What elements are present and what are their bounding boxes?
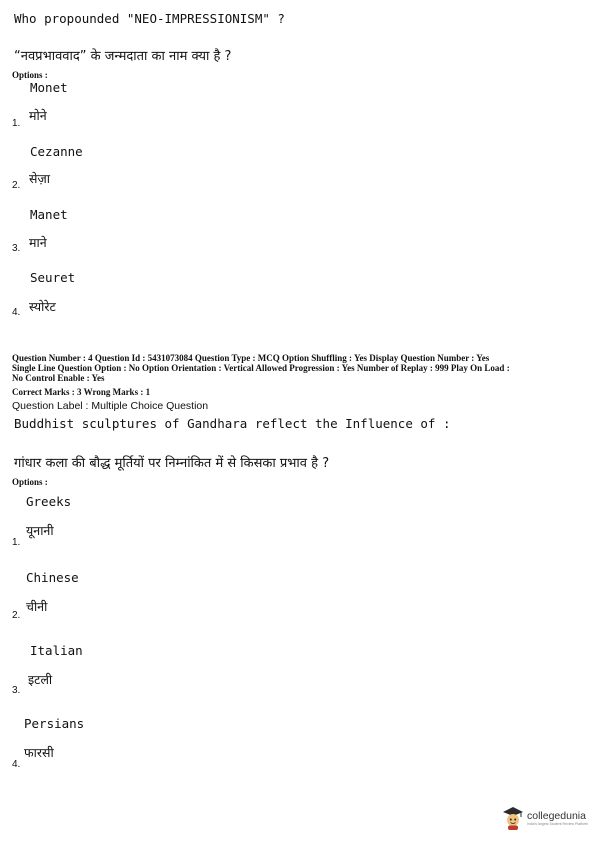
question-label: Question Label : Multiple Choice Question	[12, 400, 209, 412]
option-text-en: Cezanne	[30, 144, 83, 159]
option-number: 2.	[12, 180, 21, 191]
option-text-hi: मोने	[29, 108, 47, 123]
option-number: 3.	[12, 243, 21, 254]
option-text-en: Manet	[30, 207, 68, 222]
option-number: 1.	[12, 118, 21, 129]
option-text-hi: माने	[29, 235, 47, 250]
option-text-hi: सेज़ा	[29, 171, 50, 186]
collegedunia-logo	[502, 806, 588, 830]
question-meta-line-2: Single Line Question Option : No Option Orientation : Vertical Allowed Progression : Yes Number of Replay : 999 Play On Load :	[12, 363, 510, 373]
question-1-text-en: Who propounded "NEO-IMPRESSIONISM" ?	[14, 11, 285, 26]
logo-text: collegedunia	[527, 810, 586, 822]
question-meta-line-1: Question Number : 4 Question Id : 5431073084 Question Type : MCQ Option Shuffling : Yes Display Question Number : Yes	[12, 353, 490, 363]
option-number: 4.	[12, 307, 21, 318]
option-text-en: Chinese	[26, 570, 79, 585]
option-text-hi: फारसी	[24, 745, 54, 760]
option-text-en: Persians	[24, 716, 85, 731]
options-label: Options :	[12, 477, 48, 487]
question-marks: Correct Marks : 3 Wrong Marks : 1	[12, 387, 151, 397]
question-meta-line-3: No Control Enable : Yes	[12, 373, 105, 383]
option-number: 3.	[12, 685, 21, 696]
question-2-text-en: Buddhist sculptures of Gandhara reflect the Influence of :	[14, 416, 451, 431]
question-2-text-hi: गांधार कला की बौद्ध मूर्तियों पर निम्नांकित में से किसका प्रभाव है ?	[14, 456, 330, 471]
option-number: 4.	[12, 759, 21, 770]
option-text-en: Greeks	[26, 494, 72, 509]
options-label: Options :	[12, 70, 48, 80]
option-text-hi: यूनानी	[26, 523, 54, 538]
graduate-mascot-icon	[502, 806, 524, 830]
option-number: 2.	[12, 610, 21, 621]
option-text-en: Monet	[30, 80, 68, 95]
question-1-text-hi: “नवप्रभाववाद” के जन्मदाता का नाम क्या है ?	[14, 49, 232, 64]
option-text-en: Seuret	[30, 270, 76, 285]
option-text-hi: स्योरेट	[29, 299, 56, 314]
logo-tagline: India's largest Student Review Platform	[527, 822, 588, 826]
option-text-en: Italian	[30, 643, 83, 658]
option-text-hi: चीनी	[26, 599, 48, 614]
option-text-hi: इटली	[28, 672, 53, 687]
option-number: 1.	[12, 537, 21, 548]
